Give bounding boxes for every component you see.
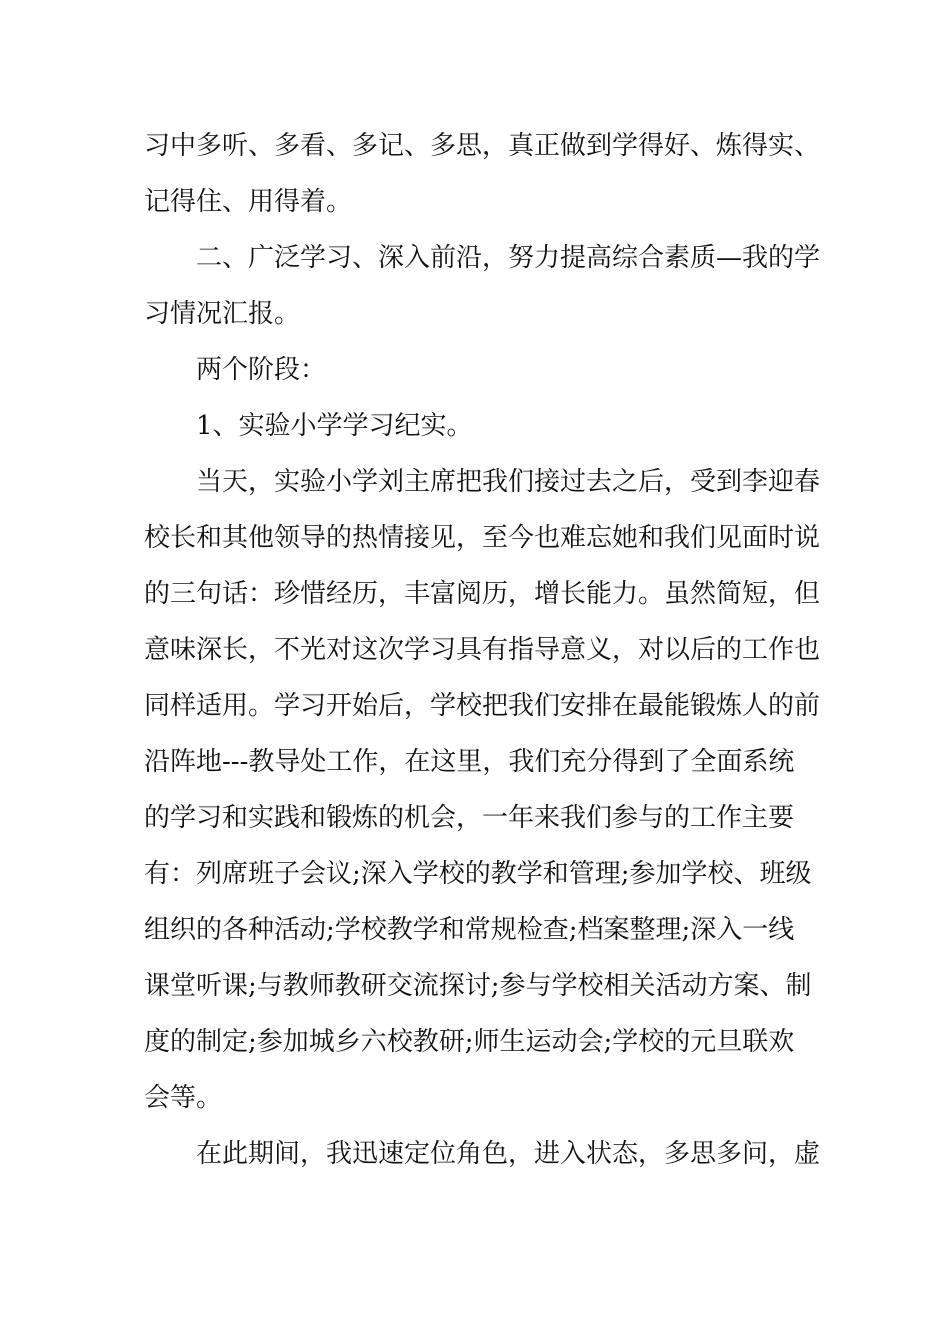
text-line: 组织的各种活动;学校教学和常规检查;档案整理;深入一线 (144, 915, 795, 945)
text-line: 会等。 (144, 1083, 223, 1113)
text-line: 度的制定;参加城乡六校教研;师生运动会;学校的元旦联欢 (144, 1027, 795, 1057)
text-line: 意味深长，不光对这次学习具有指导意义，对以后的工作也 (144, 635, 821, 665)
text-line: 两个阶段： (196, 355, 327, 385)
text-line: 课堂听课;与教师教研交流探讨;参与学校相关活动方案、制 (144, 971, 812, 1001)
text-line: 同样适用。学习开始后，学校把我们安排在最能锻炼人的前 (144, 691, 821, 721)
text-line: 有：列席班子会议;深入学校的教学和管理;参加学校、班级 (144, 859, 812, 889)
text-line: 的学习和实践和锻炼的机会，一年来我们参与的工作主要 (144, 803, 795, 833)
section-heading-line: 习情况汇报。 (144, 299, 301, 329)
text-line: 的三句话：珍惜经历，丰富阅历，增长能力。虽然简短，但 (144, 579, 821, 609)
text-line: 沿阵地---教导处工作，在这里，我们充分得到了全面系统 (144, 747, 795, 777)
text-line: 校长和其他领导的热情接见，至今也难忘她和我们见面时说 (144, 523, 821, 553)
section-heading-line: 二、广泛学习、深入前沿，努力提高综合素质—我的学 (196, 243, 821, 273)
text-line: 当天，实验小学刘主席把我们接过去之后，受到李迎春 (196, 467, 821, 497)
subheading-line: 1、实验小学学习纪实。 (196, 411, 473, 441)
text-line: 在此期间，我迅速定位角色，进入状态，多思多问，虚 (196, 1139, 821, 1169)
text-line: 记得住、用得着。 (144, 187, 353, 217)
text-line: 习中多听、多看、多记、多思，真正做到学得好、炼得实、 (144, 131, 821, 161)
